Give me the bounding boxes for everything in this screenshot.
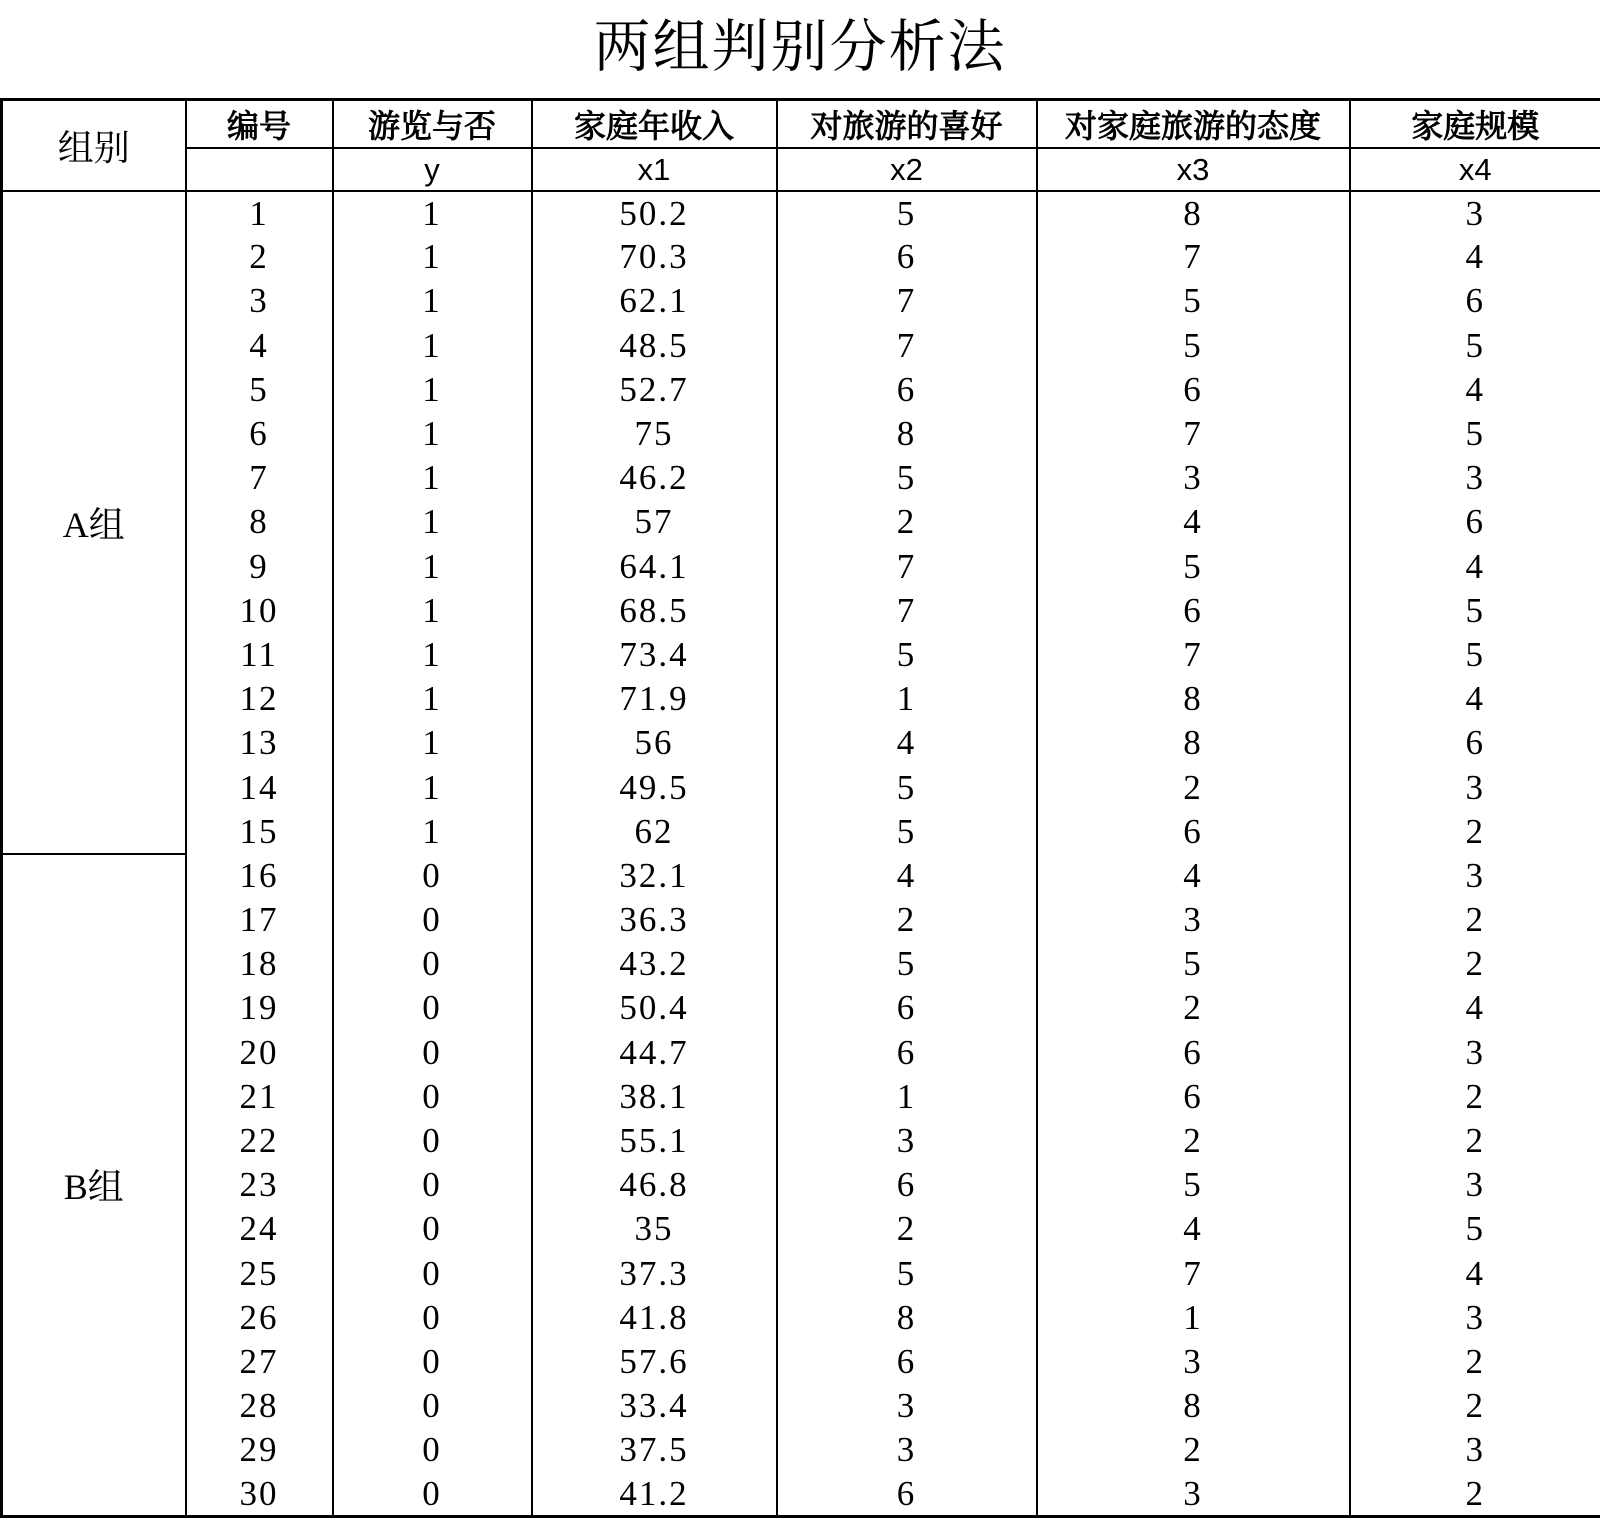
cell-x1: 75 (532, 412, 777, 456)
cell-x2: 1 (777, 1075, 1037, 1119)
cell-no: 13 (186, 721, 333, 765)
cell-y: 0 (333, 898, 532, 942)
cell-y: 1 (333, 324, 532, 368)
header-family-travel-attitude: 对家庭旅游的态度 (1037, 100, 1350, 149)
cell-x1: 56 (532, 721, 777, 765)
cell-x4: 4 (1350, 986, 1600, 1030)
cell-x1: 32.1 (532, 854, 777, 898)
cell-x4: 2 (1350, 1075, 1600, 1119)
header-income: 家庭年收入 (532, 100, 777, 149)
cell-y: 0 (333, 1296, 532, 1340)
cell-no: 6 (186, 412, 333, 456)
header-group-col: 组别 (2, 100, 186, 192)
cell-no: 3 (186, 279, 333, 323)
cell-x1: 50.2 (532, 191, 777, 235)
cell-x4: 3 (1350, 765, 1600, 809)
table-row (2, 986, 1600, 1030)
cell-x4: 4 (1350, 1252, 1600, 1296)
cell-no: 24 (186, 1207, 333, 1251)
cell-x3: 4 (1037, 854, 1350, 898)
table-row (2, 1207, 1600, 1251)
cell-x3: 6 (1037, 810, 1350, 854)
cell-x2: 6 (777, 1031, 1037, 1075)
cell-x1: 49.5 (532, 765, 777, 809)
cell-y: 0 (333, 1163, 532, 1207)
cell-x2: 5 (777, 456, 1037, 500)
cell-y: 1 (333, 545, 532, 589)
cell-x2: 6 (777, 1163, 1037, 1207)
cell-y: 0 (333, 1384, 532, 1428)
cell-x3: 2 (1037, 765, 1350, 809)
table-row (2, 1252, 1600, 1296)
table-row (2, 942, 1600, 986)
cell-x1: 43.2 (532, 942, 777, 986)
table-row (2, 545, 1600, 589)
cell-x4: 5 (1350, 589, 1600, 633)
table-row (2, 1296, 1600, 1340)
cell-x1: 70.3 (532, 235, 777, 279)
table-row (2, 1075, 1600, 1119)
cell-x4: 3 (1350, 1163, 1600, 1207)
cell-x3: 8 (1037, 677, 1350, 721)
cell-y: 0 (333, 1252, 532, 1296)
cell-x4: 4 (1350, 677, 1600, 721)
cell-no: 27 (186, 1340, 333, 1384)
table-row (2, 1428, 1600, 1472)
cell-x3: 3 (1037, 1340, 1350, 1384)
cell-x2: 5 (777, 810, 1037, 854)
cell-x1: 33.4 (532, 1384, 777, 1428)
cell-y: 1 (333, 765, 532, 809)
table-row (2, 1340, 1600, 1384)
cell-x2: 5 (777, 765, 1037, 809)
cell-y: 1 (333, 456, 532, 500)
cell-no: 25 (186, 1252, 333, 1296)
table-body (2, 191, 1600, 1517)
cell-x1: 38.1 (532, 1075, 777, 1119)
cell-no: 4 (186, 324, 333, 368)
cell-x4: 2 (1350, 1472, 1600, 1516)
cell-y: 1 (333, 191, 532, 235)
table-row (2, 810, 1600, 854)
cell-x2: 4 (777, 721, 1037, 765)
table-row (2, 324, 1600, 368)
cell-x3: 6 (1037, 1031, 1350, 1075)
var-x4: x4 (1350, 148, 1600, 191)
cell-x1: 41.2 (532, 1472, 777, 1516)
table-row (2, 279, 1600, 323)
cell-x4: 2 (1350, 1119, 1600, 1163)
cell-x2: 7 (777, 324, 1037, 368)
cell-x3: 7 (1037, 1252, 1350, 1296)
cell-x3: 2 (1037, 1428, 1350, 1472)
cell-no: 5 (186, 368, 333, 412)
cell-x2: 7 (777, 279, 1037, 323)
table-row (2, 1472, 1600, 1516)
table-header (2, 100, 1600, 192)
cell-x2: 1 (777, 677, 1037, 721)
table-row (2, 1031, 1600, 1075)
cell-x2: 5 (777, 633, 1037, 677)
table-row (2, 191, 1600, 235)
cell-y: 1 (333, 589, 532, 633)
cell-x4: 3 (1350, 456, 1600, 500)
cell-no: 15 (186, 810, 333, 854)
cell-y: 0 (333, 1075, 532, 1119)
cell-x3: 7 (1037, 235, 1350, 279)
cell-no: 17 (186, 898, 333, 942)
cell-x1: 57.6 (532, 1340, 777, 1384)
cell-x4: 5 (1350, 633, 1600, 677)
cell-x2: 2 (777, 1207, 1037, 1251)
cell-x1: 37.3 (532, 1252, 777, 1296)
cell-x1: 35 (532, 1207, 777, 1251)
cell-x4: 3 (1350, 191, 1600, 235)
data-table (0, 98, 1600, 1518)
table-row (2, 677, 1600, 721)
cell-x3: 4 (1037, 500, 1350, 544)
cell-no: 10 (186, 589, 333, 633)
table-row (2, 854, 1600, 898)
cell-y: 1 (333, 368, 532, 412)
cell-x2: 7 (777, 545, 1037, 589)
cell-x3: 2 (1037, 986, 1350, 1030)
cell-x3: 6 (1037, 1075, 1350, 1119)
cell-x3: 5 (1037, 1163, 1350, 1207)
cell-x3: 7 (1037, 633, 1350, 677)
cell-no: 30 (186, 1472, 333, 1516)
cell-x1: 73.4 (532, 633, 777, 677)
cell-x3: 1 (1037, 1296, 1350, 1340)
cell-x4: 6 (1350, 721, 1600, 765)
table-row (2, 235, 1600, 279)
table-row (2, 633, 1600, 677)
cell-x1: 41.8 (532, 1296, 777, 1340)
cell-x1: 62 (532, 810, 777, 854)
cell-x1: 44.7 (532, 1031, 777, 1075)
cell-x4: 2 (1350, 1384, 1600, 1428)
cell-y: 1 (333, 810, 532, 854)
cell-x1: 52.7 (532, 368, 777, 412)
cell-no: 14 (186, 765, 333, 809)
cell-x4: 3 (1350, 1296, 1600, 1340)
cell-no: 19 (186, 986, 333, 1030)
cell-x1: 50.4 (532, 986, 777, 1030)
cell-y: 1 (333, 721, 532, 765)
header-travel-preference: 对旅游的喜好 (777, 100, 1037, 149)
cell-x4: 2 (1350, 898, 1600, 942)
cell-x3: 8 (1037, 721, 1350, 765)
table-row (2, 1384, 1600, 1428)
table-row (2, 589, 1600, 633)
cell-x1: 57 (532, 500, 777, 544)
cell-y: 0 (333, 1207, 532, 1251)
var-y: y (333, 148, 532, 191)
cell-x4: 6 (1350, 500, 1600, 544)
cell-x2: 6 (777, 1472, 1037, 1516)
header-family-size: 家庭规模 (1350, 100, 1600, 149)
cell-no: 8 (186, 500, 333, 544)
cell-x4: 2 (1350, 942, 1600, 986)
cell-x3: 6 (1037, 368, 1350, 412)
cell-no: 1 (186, 191, 333, 235)
cell-x2: 8 (777, 412, 1037, 456)
cell-no: 29 (186, 1428, 333, 1472)
cell-x2: 2 (777, 898, 1037, 942)
table-row (2, 456, 1600, 500)
table-row (2, 412, 1600, 456)
cell-x1: 46.2 (532, 456, 777, 500)
cell-x2: 5 (777, 191, 1037, 235)
cell-x1: 48.5 (532, 324, 777, 368)
cell-y: 0 (333, 1428, 532, 1472)
cell-x2: 8 (777, 1296, 1037, 1340)
cell-no: 9 (186, 545, 333, 589)
cell-x4: 4 (1350, 235, 1600, 279)
cell-y: 0 (333, 1472, 532, 1516)
cell-x1: 36.3 (532, 898, 777, 942)
header-no: 编号 (186, 100, 333, 149)
cell-x3: 5 (1037, 942, 1350, 986)
cell-x1: 64.1 (532, 545, 777, 589)
cell-x3: 6 (1037, 589, 1350, 633)
cell-x3: 8 (1037, 191, 1350, 235)
cell-x4: 3 (1350, 1031, 1600, 1075)
table-row (2, 1119, 1600, 1163)
cell-no: 11 (186, 633, 333, 677)
cell-y: 0 (333, 1340, 532, 1384)
cell-x2: 6 (777, 235, 1037, 279)
cell-x4: 3 (1350, 1428, 1600, 1472)
cell-x2: 6 (777, 986, 1037, 1030)
cell-x2: 6 (777, 368, 1037, 412)
cell-x2: 2 (777, 500, 1037, 544)
cell-no: 7 (186, 456, 333, 500)
header-visit: 游览与否 (333, 100, 532, 149)
cell-x3: 7 (1037, 412, 1350, 456)
cell-x2: 5 (777, 1252, 1037, 1296)
cell-y: 0 (333, 986, 532, 1030)
cell-x4: 2 (1350, 1340, 1600, 1384)
cell-x3: 3 (1037, 456, 1350, 500)
table-row (2, 500, 1600, 544)
cell-y: 0 (333, 1119, 532, 1163)
cell-x2: 7 (777, 589, 1037, 633)
cell-x2: 6 (777, 1340, 1037, 1384)
cell-x2: 3 (777, 1384, 1037, 1428)
table-row (2, 368, 1600, 412)
cell-no: 2 (186, 235, 333, 279)
cell-x4: 4 (1350, 368, 1600, 412)
cell-no: 22 (186, 1119, 333, 1163)
cell-y: 0 (333, 1031, 532, 1075)
cell-y: 1 (333, 279, 532, 323)
cell-x3: 3 (1037, 898, 1350, 942)
cell-x3: 5 (1037, 279, 1350, 323)
cell-no: 12 (186, 677, 333, 721)
var-x2: x2 (777, 148, 1037, 191)
table-row (2, 765, 1600, 809)
cell-x1: 37.5 (532, 1428, 777, 1472)
cell-x3: 5 (1037, 545, 1350, 589)
cell-y: 1 (333, 677, 532, 721)
cell-y: 0 (333, 942, 532, 986)
var-x1: x1 (532, 148, 777, 191)
cell-x1: 46.8 (532, 1163, 777, 1207)
cell-x1: 62.1 (532, 279, 777, 323)
cell-y: 1 (333, 500, 532, 544)
group-label: A组 (2, 191, 186, 854)
cell-x2: 4 (777, 854, 1037, 898)
group-label: B组 (2, 854, 186, 1517)
cell-no: 21 (186, 1075, 333, 1119)
var-x3: x3 (1037, 148, 1350, 191)
cell-x3: 8 (1037, 1384, 1350, 1428)
var-no (186, 148, 333, 191)
cell-x2: 3 (777, 1119, 1037, 1163)
cell-x1: 55.1 (532, 1119, 777, 1163)
cell-x4: 5 (1350, 412, 1600, 456)
cell-x2: 3 (777, 1428, 1037, 1472)
cell-x4: 3 (1350, 854, 1600, 898)
cell-no: 26 (186, 1296, 333, 1340)
cell-no: 16 (186, 854, 333, 898)
cell-x1: 68.5 (532, 589, 777, 633)
cell-no: 20 (186, 1031, 333, 1075)
cell-x3: 3 (1037, 1472, 1350, 1516)
page-title: 两组判别分析法 (593, 16, 1007, 79)
header-label-row (2, 100, 1600, 149)
table-row (2, 898, 1600, 942)
cell-no: 23 (186, 1163, 333, 1207)
cell-y: 1 (333, 412, 532, 456)
table-row (2, 721, 1600, 765)
cell-x4: 2 (1350, 810, 1600, 854)
cell-x3: 2 (1037, 1119, 1350, 1163)
cell-x4: 5 (1350, 324, 1600, 368)
cell-x3: 4 (1037, 1207, 1350, 1251)
header-var-row (2, 148, 1600, 191)
cell-x3: 5 (1037, 324, 1350, 368)
cell-y: 0 (333, 854, 532, 898)
cell-y: 1 (333, 235, 532, 279)
cell-x1: 71.9 (532, 677, 777, 721)
cell-x2: 5 (777, 942, 1037, 986)
cell-x4: 4 (1350, 545, 1600, 589)
cell-x4: 5 (1350, 1207, 1600, 1251)
cell-no: 28 (186, 1384, 333, 1428)
cell-y: 1 (333, 633, 532, 677)
table-row (2, 1163, 1600, 1207)
cell-x4: 6 (1350, 279, 1600, 323)
cell-no: 18 (186, 942, 333, 986)
